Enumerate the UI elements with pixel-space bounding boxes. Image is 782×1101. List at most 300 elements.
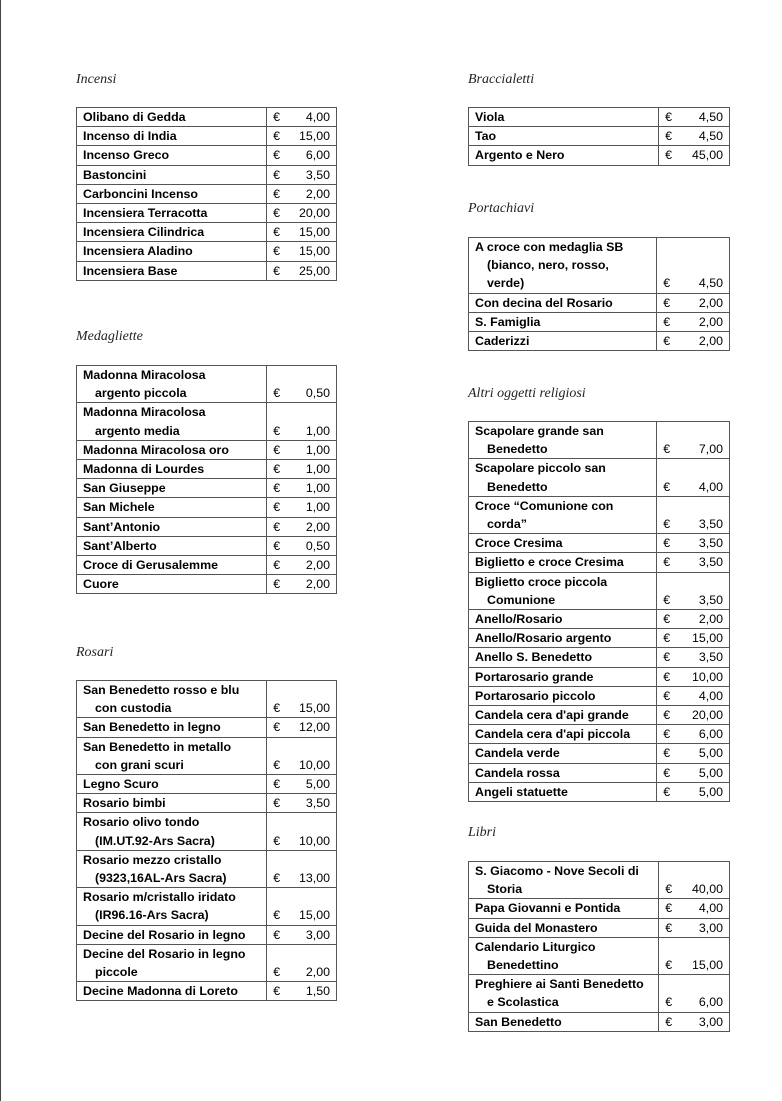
item-name-line: Madonna di Lourdes [83,462,205,477]
currency-symbol: € [663,650,671,665]
table-row [469,975,730,1012]
price-amount: 12,00 [298,720,330,735]
item-name [469,782,657,801]
section-title: Portachiavi [468,201,535,216]
table-row [469,293,730,312]
currency-symbol: € [663,612,671,627]
currency-symbol: € [273,538,281,553]
price-amount: 5,00 [698,784,723,799]
price-amount: 20,00 [691,708,723,723]
item-name [469,534,657,553]
currency-symbol: € [273,777,281,792]
item-name [77,536,267,555]
item-price [267,925,337,944]
item-name-line: corda” [487,517,527,532]
item-name [469,496,657,533]
price-amount: 2,00 [305,558,330,573]
libri-table [468,861,730,1032]
currency-symbol: € [665,1014,673,1029]
item-price [657,312,730,331]
item-price [659,127,730,146]
item-name-line: San Benedetto in legno [83,720,221,735]
price-amount: 1,00 [305,462,330,477]
item-name-line: (9323,16AL-Ars Sacra) [95,871,227,886]
price-amount: 15,00 [691,631,723,646]
item-name [469,744,657,763]
item-price [659,918,730,937]
currency-symbol: € [273,462,281,477]
item-price [267,681,337,718]
price-amount: 2,00 [698,334,723,349]
currency-symbol: € [273,442,281,457]
item-name [77,366,267,403]
currency-symbol: € [273,500,281,515]
section-title: Rosari [76,645,114,660]
price-amount: 2,00 [305,965,330,980]
item-name-line: San Benedetto rosso e blu [83,683,240,697]
currency-symbol: € [273,558,281,573]
item-name [469,629,657,648]
item-name [469,918,659,937]
currency-symbol: € [273,244,281,259]
table-row [77,556,337,575]
item-name-line: A croce con medaglia SB [475,240,624,254]
currency-symbol: € [663,708,671,723]
item-name-line: Benedettino [487,958,559,973]
incensi-table [76,107,337,281]
item-name-line: Sant’Alberto [83,538,157,553]
table-row [469,332,730,351]
table-row [469,1012,730,1031]
currency-symbol: € [273,927,281,942]
item-name-line: Olibano di Gedda [83,110,186,124]
table-row [77,184,337,203]
item-price [659,937,730,974]
currency-symbol: € [273,984,281,999]
table-row [77,204,337,223]
item-name [469,899,659,918]
item-price [657,332,730,351]
item-price [657,648,730,667]
section-title: Incensi [76,72,117,87]
item-name-line: S. Giacomo - Nove Secoli di [475,864,639,878]
item-name-line: (IM.UT.92-Ars Sacra) [95,833,215,848]
item-name [77,460,267,479]
item-name-line: Angeli statuette [475,784,568,799]
item-price [267,479,337,498]
item-name-line: Croce “Comunione con [475,498,614,513]
item-name [77,775,267,794]
item-name [77,165,267,184]
item-name [77,184,267,203]
item-name-line: Anello/Rosario [475,612,563,627]
table-row [469,238,730,294]
portachiavi-table [468,237,730,351]
item-name-line: Con decina del Rosario [475,295,613,310]
item-name-line: Benedetto [487,442,548,457]
item-price [659,975,730,1012]
item-price [267,536,337,555]
braccialetti-table [468,107,730,166]
item-name-line: San Giuseppe [83,481,166,496]
item-price [267,242,337,261]
currency-symbol: € [665,901,673,916]
currency-symbol: € [273,263,281,278]
price-amount: 4,50 [698,129,723,144]
currency-symbol: € [273,129,281,144]
table-row [77,775,337,794]
price-amount: 3,00 [305,927,330,942]
item-name-line: argento media [95,423,180,438]
item-price [267,556,337,575]
table-row [469,459,730,496]
table-row [77,165,337,184]
item-name [469,610,657,629]
currency-symbol: € [663,442,671,457]
table-row [77,479,337,498]
item-name-line: argento piccola [95,386,187,401]
item-name [77,813,267,850]
price-amount: 15,00 [298,244,330,259]
table-row [469,763,730,782]
currency-symbol: € [273,871,281,886]
currency-symbol: € [663,334,671,349]
table-row [469,108,730,127]
table-row [469,629,730,648]
item-price [267,575,337,594]
currency-symbol: € [663,669,671,684]
item-price [267,498,337,517]
price-amount: 6,00 [698,727,723,742]
page-edge [0,0,1,1101]
currency-symbol: € [663,555,671,570]
item-price [267,146,337,165]
currency-symbol: € [273,386,281,401]
table-row [77,681,337,718]
currency-symbol: € [273,908,281,923]
item-name-line: Decine del Rosario in legno [83,927,246,942]
item-name [77,108,267,127]
item-price [657,422,730,459]
price-amount: 3,50 [305,167,330,182]
item-name-line: (bianco, nero, rosso, [487,258,609,273]
item-name [77,204,267,223]
currency-symbol: € [663,276,671,291]
item-name [77,982,267,1001]
item-name [77,223,267,242]
item-name-line: Candela cera d'api grande [475,708,629,723]
currency-symbol: € [273,519,281,534]
currency-symbol: € [665,920,673,935]
item-name [77,517,267,536]
price-amount: 0,50 [305,386,330,401]
item-name-line: Carboncini Incenso [83,186,198,201]
item-name [77,440,267,459]
price-amount: 4,00 [698,901,723,916]
item-price [267,888,337,925]
currency-symbol: € [663,517,671,532]
table-row [469,862,730,899]
item-price [657,763,730,782]
item-price [267,850,337,887]
rosari-table [76,680,337,1001]
table-row [469,496,730,533]
item-name-line: Scapolare piccolo san [475,461,606,476]
currency-symbol: € [273,206,281,221]
table-row [469,534,730,553]
item-name [77,242,267,261]
item-price [657,496,730,533]
price-amount: 6,00 [698,995,723,1010]
table-row [469,686,730,705]
item-name-line: Incensiera Base [83,263,178,278]
item-price [267,775,337,794]
price-amount: 2,00 [305,577,330,592]
currency-symbol: € [663,688,671,703]
item-name [77,479,267,498]
item-price [657,629,730,648]
currency-symbol: € [663,314,671,329]
item-name-line: Caderizzi [475,334,530,349]
price-amount: 5,00 [698,765,723,780]
item-price [267,165,337,184]
price-amount: 45,00 [691,148,723,163]
currency-symbol: € [663,295,671,310]
item-name [469,108,659,127]
item-price [267,403,337,440]
currency-symbol: € [665,958,673,973]
item-name-line: Rosario olivo tondo [83,815,200,830]
price-amount: 4,50 [698,110,723,124]
table-row [77,498,337,517]
item-name-line: Storia [487,882,523,897]
item-name [77,718,267,737]
price-amount: 15,00 [298,908,330,923]
item-name [77,681,267,718]
table-row [469,648,730,667]
item-name-line: Portarosario piccolo [475,688,596,703]
item-name-line: Rosario m/cristallo iridato [83,890,236,905]
item-price [657,667,730,686]
currency-symbol: € [663,479,671,494]
table-row [77,888,337,925]
section-title: Braccialetti [468,72,535,87]
price-amount: 5,00 [698,746,723,761]
item-price [659,108,730,127]
price-amount: 2,00 [305,519,330,534]
price-amount: 1,00 [305,481,330,496]
currency-symbol: € [663,592,671,607]
item-name-line: Incensiera Terracotta [83,206,208,221]
currency-symbol: € [273,148,281,163]
item-name-line: Rosario bimbi [83,796,166,811]
table-row [469,744,730,763]
table-row [77,925,337,944]
item-name-line: Decine del Rosario in legno [83,946,246,961]
table-row [77,440,337,459]
price-amount: 10,00 [298,757,330,772]
item-name-line: San Benedetto in metallo [83,739,232,754]
table-row [77,366,337,403]
item-name-line: San Benedetto [475,1014,562,1029]
item-name [469,459,657,496]
item-price [657,610,730,629]
currency-symbol: € [273,423,281,438]
item-price [267,223,337,242]
section-medagliette [76,328,143,346]
table-row [469,610,730,629]
price-amount: 7,00 [698,442,723,457]
item-price [657,572,730,609]
table-row [469,706,730,725]
item-price [267,440,337,459]
item-price [267,460,337,479]
price-amount: 13,00 [298,871,330,886]
item-price [657,293,730,312]
table-row [469,127,730,146]
table-row [469,572,730,609]
item-price [267,794,337,813]
price-amount: 4,50 [698,276,723,291]
table-row [77,737,337,774]
table-row [77,718,337,737]
currency-symbol: € [273,481,281,496]
table-row [77,813,337,850]
item-price [659,899,730,918]
price-amount: 3,50 [698,650,723,665]
price-amount: 40,00 [691,882,723,897]
price-amount: 3,00 [698,920,723,935]
currency-symbol: € [273,701,281,716]
item-price [267,108,337,127]
item-name-line: Portarosario grande [475,669,594,684]
price-amount: 3,50 [305,796,330,811]
item-name [469,422,657,459]
price-amount: 3,50 [698,517,723,532]
price-amount: 1,00 [305,500,330,515]
item-name-line: Madonna Miracolosa [83,405,206,420]
table-row [77,850,337,887]
item-price [267,982,337,1001]
item-name [469,312,657,331]
section-altri [468,385,586,403]
item-price [657,459,730,496]
price-amount: 4,00 [698,479,723,494]
item-name-line: Croce di Gerusalemme [83,558,218,573]
item-name [469,648,657,667]
table-row [469,422,730,459]
currency-symbol: € [273,225,281,240]
section-libri [468,824,496,842]
price-amount: 2,00 [305,186,330,201]
item-name [469,332,657,351]
item-name [469,293,657,312]
item-name [469,937,659,974]
item-name [77,944,267,981]
item-name-line: Viola [475,110,505,124]
item-name-line: Candela cera d'api piccola [475,727,631,742]
item-price [267,204,337,223]
price-amount: 15,00 [298,225,330,240]
item-name [77,737,267,774]
price-amount: 3,00 [698,1014,723,1029]
price-amount: 15,00 [691,958,723,973]
section-incensi [76,71,116,89]
item-name-line: Incenso di India [83,129,177,144]
section-braccialetti [468,71,534,89]
item-name [77,850,267,887]
item-name [469,706,657,725]
item-price [267,737,337,774]
item-name-line: Croce Cresima [475,536,563,551]
price-amount: 5,00 [305,777,330,792]
item-price [267,261,337,280]
item-name-line: Comunione [487,592,556,607]
table-row [469,918,730,937]
item-name-line: Biglietto e croce Cresima [475,555,624,570]
item-name [469,146,659,165]
table-row [77,517,337,536]
currency-symbol: € [273,186,281,201]
item-name-line: con custodia [95,701,172,716]
item-name [77,888,267,925]
item-name-line: Bastoncini [83,167,147,182]
item-name [77,925,267,944]
table-row [77,460,337,479]
item-name [469,667,657,686]
price-amount: 2,00 [698,295,723,310]
item-price [657,725,730,744]
currency-symbol: € [665,882,673,897]
item-price [657,553,730,572]
item-price [267,184,337,203]
item-name [469,686,657,705]
table-row [77,108,337,127]
price-amount: 6,00 [305,148,330,163]
price-amount: 4,00 [305,110,330,124]
currency-symbol: € [665,129,673,144]
price-amount: 10,00 [298,833,330,848]
currency-symbol: € [273,110,281,124]
item-name-line: Incensiera Cilindrica [83,225,205,240]
section-portachiavi [468,200,534,218]
table-row [77,403,337,440]
item-name-line: Biglietto croce piccola [475,574,608,589]
item-name [77,146,267,165]
item-name-line: piccole [95,965,138,980]
currency-symbol: € [273,167,281,182]
item-price [267,718,337,737]
item-name-line: Incensiera Aladino [83,244,193,259]
item-name-line: Anello S. Benedetto [475,650,593,665]
item-name-line: con grani scuri [95,757,184,772]
item-price [267,813,337,850]
item-name [469,862,659,899]
item-price [657,782,730,801]
item-price [659,862,730,899]
item-name-line: Argento e Nero [475,148,565,163]
item-name-line: Scapolare grande san [475,424,604,438]
section-title: Libri [468,825,497,840]
altri-oggetti-table [468,421,730,802]
item-name-line: Preghiere ai Santi Benedetto [475,977,644,992]
price-amount: 4,00 [698,688,723,703]
item-name-line: Tao [475,129,497,144]
currency-symbol: € [663,727,671,742]
price-amount: 15,00 [298,129,330,144]
item-name-line: Legno Scuro [83,777,159,792]
item-name [77,127,267,146]
